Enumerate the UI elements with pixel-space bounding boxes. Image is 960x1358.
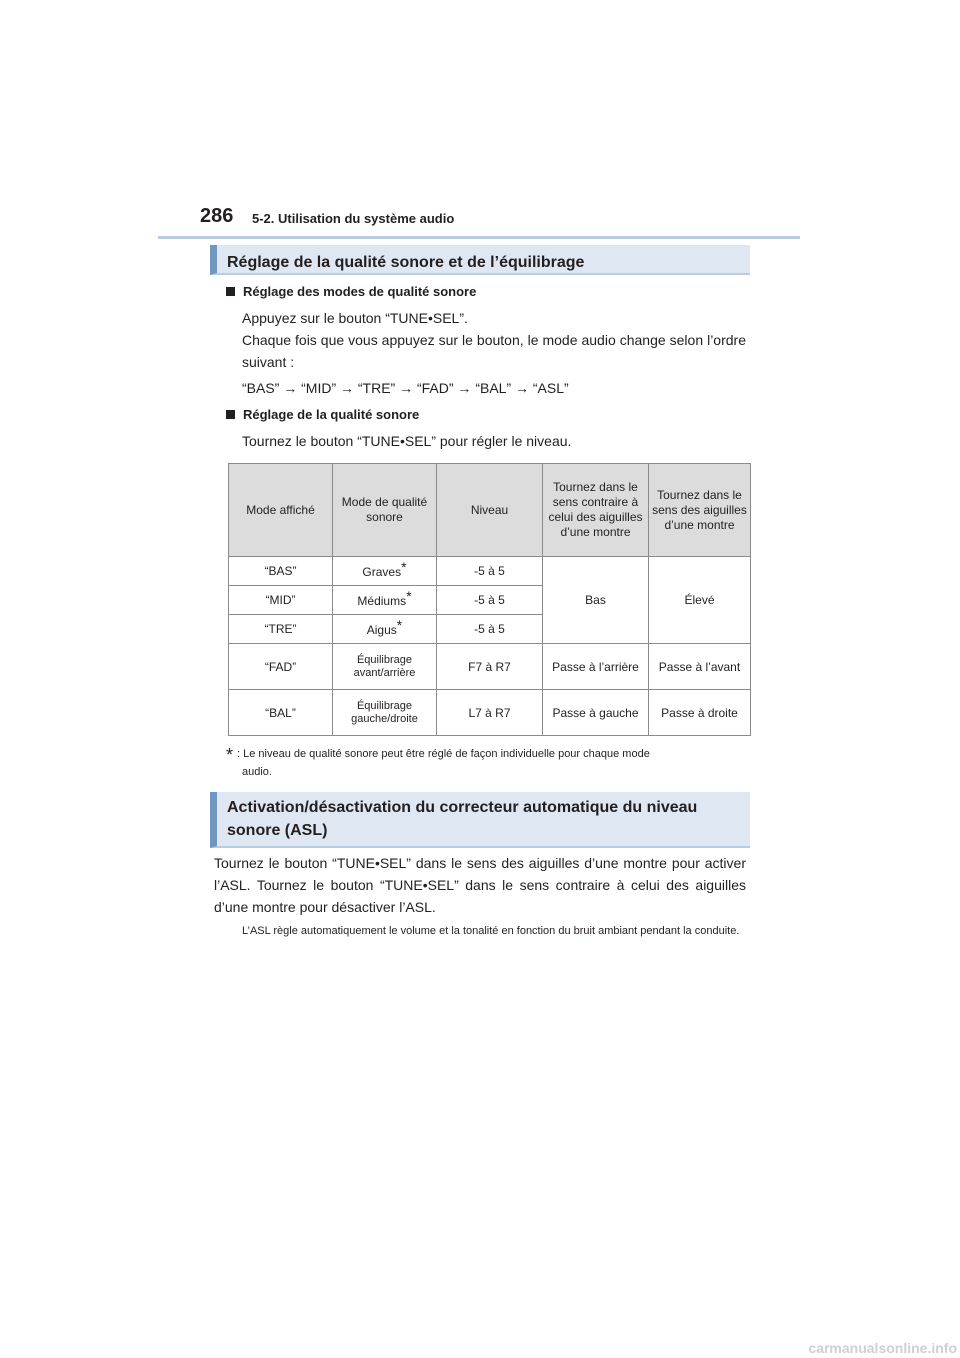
page-header [158, 200, 800, 239]
sound-quality-table [228, 463, 751, 736]
cell-quality [333, 586, 437, 615]
mode-sequence: “BAS” → “MID” → “TRE” → “FAD” → “BAL” → “ASL” [242, 380, 569, 396]
asl-paragraph: Tournez le bouton “TUNE•SEL” dans le sens des aiguilles d’une montre pour activer l’ASL. Tournez le bouton “TUNE•SEL” dans le sens contraire à celui des aiguilles d’une montre pour désactiver l’ASL. [214, 855, 746, 915]
header-counterclockwise: Tournez dans le sens contraire à celui des aiguilles d’une montre [543, 464, 649, 557]
cell-quality: Équilibrage avant/arrière [333, 644, 437, 690]
section-title-sound-quality: Réglage de la qualité sonore et de l’équilibrage [210, 245, 750, 275]
cell-ccw: Passe à gauche [543, 690, 649, 736]
quality-label: Médiums [357, 594, 407, 608]
header-level: Niveau [437, 464, 543, 557]
footnote-continuation: audio. [242, 766, 272, 778]
subheading-text: Réglage de la qualité sonore [243, 407, 420, 422]
quality-label: Aigus [366, 623, 397, 637]
square-bullet-icon [226, 410, 235, 419]
quality-label: Graves [362, 565, 402, 579]
subheading-text: Réglage des modes de qualité sonore [243, 284, 477, 299]
section-title-asl: Activation/désactivation du correcteur automatique du niveau sonore (ASL) [210, 792, 750, 848]
cell-cw: Passe à l’avant [649, 644, 751, 690]
header-sound-quality-mode: Mode de qualité sonore [333, 464, 437, 557]
header-clockwise: Tournez dans le sens des aiguilles d’une montre [649, 464, 751, 557]
cell-quality [333, 557, 437, 586]
footnote [226, 745, 748, 782]
cell-mode: “BAS” [229, 557, 333, 586]
sound-modes-paragraph [242, 307, 746, 399]
asterisk-mark: * [406, 588, 412, 604]
cell-ccw: Passe à l’arrière [543, 644, 649, 690]
cell-mode: “TRE” [229, 615, 333, 644]
table-row [229, 557, 751, 586]
cell-level: L7 à R7 [437, 690, 543, 736]
cell-cw: Passe à droite [649, 690, 751, 736]
table-row [229, 644, 751, 690]
cell-quality [333, 615, 437, 644]
subheading-sound-modes [226, 284, 476, 299]
sound-quality-paragraph [242, 430, 746, 452]
asl-note: L’ASL règle automatiquement le volume et la tonalité en fonction du bruit ambiant pendant la conduite. [242, 925, 740, 937]
footnote-marker: * [226, 745, 234, 765]
header-mode-displayed: Mode affiché [229, 464, 333, 557]
cell-mode: “MID” [229, 586, 333, 615]
footnote-text: : Le niveau de qualité sonore peut être réglé de façon individuelle pour chaque mode [237, 748, 650, 760]
cell-cw-merged: Élevé [649, 557, 751, 644]
paragraph-line: Chaque fois que vous appuyez sur le bouton, le mode audio change selon l’ordre suivant : [242, 332, 746, 370]
chapter-title: 5-2. Utilisation du système audio [252, 211, 455, 226]
paragraph-line: Appuyez sur le bouton “TUNE•SEL”. [242, 310, 468, 326]
cell-quality: Équilibrage gauche/droite [333, 690, 437, 736]
watermark: carmanualsonline.info [808, 1340, 957, 1356]
table-header-row [229, 464, 751, 557]
cell-level: -5 à 5 [437, 557, 543, 586]
cell-ccw-merged: Bas [543, 557, 649, 644]
subheading-sound-quality [226, 407, 419, 422]
cell-level: F7 à R7 [437, 644, 543, 690]
cell-level: -5 à 5 [437, 586, 543, 615]
page-number: 286 [200, 205, 234, 227]
table-row [229, 690, 751, 736]
square-bullet-icon [226, 287, 235, 296]
cell-mode: “FAD” [229, 644, 333, 690]
cell-mode: “BAL” [229, 690, 333, 736]
paragraph-line: Tournez le bouton “TUNE•SEL” pour régler le niveau. [242, 433, 572, 449]
asterisk-mark: * [401, 559, 407, 575]
asterisk-mark: * [396, 617, 403, 633]
cell-level: -5 à 5 [437, 615, 543, 644]
